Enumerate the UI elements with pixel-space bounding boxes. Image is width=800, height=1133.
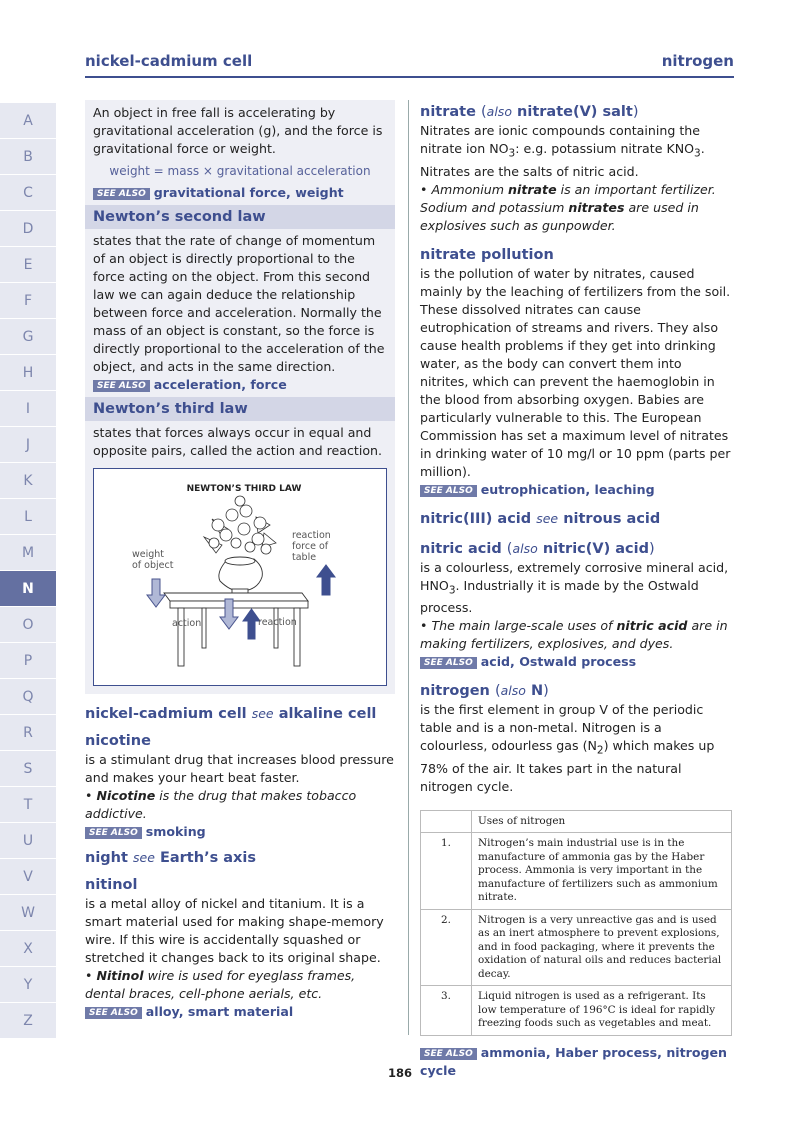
- entry-definition: is the first element in group V of the periodic table and is a non-metal. Nitrogen is a colourless, odourless gas $(N_2)$ which makes up 78% of the air. It takes part in the natural nitrogen cycle.: [420, 702, 715, 794]
- table-header-cell: Uses of nitrogen: [472, 810, 732, 833]
- entry-night: [85, 848, 395, 868]
- reaction-label-3: table: [292, 552, 317, 563]
- entry-nitrate: [420, 102, 732, 235]
- header-first-entry: nickel-cadmium cell: [85, 52, 253, 70]
- example-keyword: Nicotine: [96, 788, 156, 803]
- column-divider: [408, 100, 409, 1035]
- alternate-headword: nitric(V) acid: [542, 540, 650, 557]
- letter-tab-s[interactable]: S: [0, 751, 56, 787]
- entry-nitric-iii-acid: [420, 509, 732, 529]
- left-column: [85, 100, 395, 1021]
- reaction-arrow-icon: [317, 565, 335, 595]
- header-last-entry: nitrogen: [661, 52, 734, 70]
- letter-tab-e[interactable]: E: [0, 247, 56, 283]
- see-also-line: [93, 376, 387, 394]
- letter-tab-y[interactable]: Y: [0, 967, 56, 1003]
- letter-tab-h[interactable]: H: [0, 355, 56, 391]
- row-text: Nitrogen is a very unreactive gas and is used as an inert atmosphere to prevent explosions, and in food packaging, where it prevents the oxidation of natural oils and reduces bacterial decay.: [472, 909, 732, 986]
- entry-headword: [420, 509, 732, 529]
- running-header: [85, 52, 734, 78]
- letter-tab-b[interactable]: B: [0, 139, 56, 175]
- see-also-badge: SEE ALSO: [420, 485, 477, 497]
- see-also-line: [93, 184, 387, 202]
- also-word: also: [500, 683, 526, 699]
- headword: nickel-cadmium cell: [85, 706, 247, 722]
- letter-tab-n[interactable]: N: [0, 571, 56, 607]
- see-word: see: [251, 706, 274, 721]
- entry-nicotine: [85, 731, 395, 841]
- table-row: [421, 909, 732, 986]
- weight-arrow-icon: [147, 579, 165, 607]
- see-also-badge: SEE ALSO: [420, 1048, 477, 1060]
- table-row: [421, 833, 732, 910]
- third-law-illustration: [94, 469, 388, 685]
- example-text: wire is used for eyeglass frames, dental braces, cell-phone aerials, etc.: [85, 968, 356, 1001]
- entry-definition: is a colourless, extremely corrosive mineral acid, $HNO_3$. Industrially it is made by the Ostwald process.: [420, 559, 729, 616]
- third-law-definition: states that forces always occur in equal and opposite pairs, called the action and reaction.: [93, 425, 383, 458]
- second-law-definition: states that the rate of change of momentum of an object is directly proportional to the force acting on the object. From this second law we can again deduce the relationship between force and acceleration. Normally the mass of an object is constant, so the force is directly proportional to the acceleration of the object, and acts in the same direction.: [93, 233, 385, 374]
- see-also-links[interactable]: eutrophication, leaching: [480, 481, 655, 497]
- see-also-badge: SEE ALSO: [85, 1007, 142, 1019]
- letter-tab-v[interactable]: V: [0, 859, 56, 895]
- see-also-badge: SEE ALSO: [420, 657, 477, 669]
- table-body: [421, 833, 732, 1036]
- headword: nitric acid: [420, 540, 502, 557]
- table-header-cell: [421, 810, 472, 833]
- see-also-links[interactable]: ammonia, Haber process, nitrogen cycle: [420, 1044, 728, 1078]
- figure-title: NEWTON’S THIRD LAW: [186, 484, 302, 494]
- table-reaction-label: reaction: [258, 617, 297, 628]
- see-also-links[interactable]: acid, Ostwald process: [480, 654, 637, 670]
- letter-tab-z[interactable]: Z: [0, 1003, 56, 1039]
- alternate-headword: nitrate(V) salt: [517, 104, 633, 120]
- entry-definition: is the pollution of water by nitrates, caused mainly by the leaching of fertilizers from the soil. These dissolved nitrates can cause eutrophication of streams and rivers. They also cause health problems if they get into drinking water, as the body can convert them into nitrites, which can prevent the haemoglobin in the blood from absorbing oxygen. Babies are particularly vulnerable to this. The European Commission has set a maximum level of nitrates in drinking water of 10 mg/l or 10 ppm (parts per million).: [420, 265, 731, 479]
- see-also-links[interactable]: gravitational force, weight: [153, 185, 344, 200]
- entry-headword: nitrogen (also N): [420, 683, 549, 700]
- entry-headword: nitrate pollution: [420, 246, 554, 263]
- table-icon: [164, 593, 308, 666]
- vase-icon: [219, 557, 262, 593]
- weight-label-1: weight: [132, 549, 165, 560]
- headword: night: [85, 850, 128, 866]
- see-also-links[interactable]: alloy, smart material: [145, 1004, 294, 1019]
- letter-tab-f[interactable]: F: [0, 283, 56, 319]
- letter-tab-i[interactable]: I: [0, 391, 56, 427]
- headword: nitrate: [420, 104, 476, 120]
- letter-tab-r[interactable]: R: [0, 715, 56, 751]
- see-also-links[interactable]: smoking: [145, 824, 206, 839]
- free-fall-text: An object in free fall is accelerating by gravitational acceleration (g), and the force is gravitational force or weight.: [93, 105, 383, 156]
- see-also-links[interactable]: acceleration, force: [153, 377, 287, 392]
- row-text: Nitrogen’s main industrial use is in the manufacture of ammonia gas by the Haber process. Ammonia is very important in the manufacture of fertilizers such as ammonium nitrate.: [472, 833, 732, 910]
- also-word: also: [486, 104, 512, 119]
- see-also-line: [85, 823, 395, 841]
- row-text: Liquid nitrogen is used as a refrigerant. Its low temperature of 196°C is ideal for rapidly freezing foods such as vegetables and meat.: [472, 986, 732, 1036]
- row-number: 1.: [421, 833, 472, 910]
- reaction-label-2: force of: [292, 541, 329, 552]
- table-header-row: [421, 810, 732, 833]
- headword: nitric(III) acid: [420, 510, 532, 527]
- alternate-headword: N: [530, 683, 544, 700]
- example-text: is the drug that makes tobacco addictive.: [85, 788, 357, 821]
- letter-tab-o[interactable]: O: [0, 607, 56, 643]
- table-row: [421, 986, 732, 1036]
- action-label: action: [172, 618, 202, 629]
- see-also-badge: SEE ALSO: [93, 380, 150, 392]
- entry-nitinol: [85, 875, 395, 1021]
- cross-reference-link[interactable]: nitrous acid: [563, 510, 661, 527]
- newton-laws-panel: [85, 100, 395, 694]
- entry-nitric-acid: [420, 539, 732, 672]
- right-column: [420, 100, 732, 1080]
- entry-headword: [85, 848, 395, 868]
- entry-headword: nitrate (also nitrate(V) salt): [420, 104, 639, 120]
- entry-example: • Nicotine is the drug that makes tobacco addictive.: [85, 788, 357, 821]
- entry-example: • Ammonium nitrate is an important fertilizer. Sodium and potassium nitrates are used in explosives such as gunpowder.: [420, 181, 716, 233]
- entry-definition: is a stimulant drug that increases blood pressure and makes your heart beat faster.: [85, 752, 394, 785]
- weight-equation: weight = mass × gravitational acceleration: [109, 164, 371, 178]
- see-also-badge: SEE ALSO: [93, 188, 150, 200]
- letter-tab-x[interactable]: X: [0, 931, 56, 967]
- page-number: 186: [387, 1066, 412, 1080]
- entry-headword: nitric acid (also nitric(V) acid): [420, 540, 655, 557]
- letter-tab-j[interactable]: J: [0, 427, 56, 463]
- letter-tab-q[interactable]: Q: [0, 679, 56, 715]
- row-number: 3.: [421, 986, 472, 1036]
- third-law-heading: Newton’s third law: [85, 397, 395, 421]
- letter-tab-d[interactable]: D: [0, 211, 56, 247]
- entry-example: • The main large-scale uses of nitric acid are in making fertilizers, explosives, and dyes.: [420, 618, 728, 652]
- entry-nitrate-pollution: [420, 245, 732, 499]
- example-keyword: Nitinol: [96, 968, 144, 983]
- entry-nitrogen: [420, 681, 732, 1080]
- entry-headword: nitinol: [85, 877, 138, 893]
- letter-tab-a[interactable]: A: [0, 103, 56, 139]
- entry-headword: [85, 704, 395, 724]
- letter-tab-w[interactable]: W: [0, 895, 56, 931]
- entry-headword: nicotine: [85, 733, 151, 749]
- see-word: see: [536, 510, 559, 526]
- letter-tab-t[interactable]: T: [0, 787, 56, 823]
- letter-tab-g[interactable]: G: [0, 319, 56, 355]
- entry-nickel-cadmium-cell: [85, 704, 395, 724]
- reaction-label-1: reaction: [292, 530, 331, 541]
- letter-tab-p[interactable]: P: [0, 643, 56, 679]
- see-also-line: [85, 1003, 395, 1021]
- letter-tab-l[interactable]: L: [0, 499, 56, 535]
- row-number: 2.: [421, 909, 472, 986]
- entry-definition: Nitrates are ionic compounds containing the nitrate ion $NO_3$: e.g. potassium nitrate $KNO_3$. Nitrates are the salts of nitric acid.: [420, 123, 705, 179]
- uses-of-nitrogen-table: [420, 810, 732, 1036]
- letter-tab-u[interactable]: U: [0, 823, 56, 859]
- see-word: see: [133, 850, 155, 865]
- also-word: also: [512, 540, 538, 556]
- entry-example: • Nitinol wire is used for eyeglass frames, dental braces, cell-phone aerials, etc.: [85, 968, 356, 1001]
- see-also-line: [420, 481, 732, 499]
- alphabet-thumb-index: [0, 103, 56, 1039]
- cross-reference-link[interactable]: alkaline cell: [278, 706, 377, 722]
- flowers-icon: [204, 496, 276, 554]
- newtons-third-law-figure: [93, 468, 387, 686]
- see-also-badge: SEE ALSO: [85, 827, 142, 839]
- letter-tab-m[interactable]: M: [0, 535, 56, 571]
- entry-definition: is a metal alloy of nickel and titanium. It is a smart material used for making shape-memory wire. If this wire is accidentally squashed or stretched it changes back to its original shape.: [85, 896, 384, 965]
- second-law-heading: Newton’s second law: [85, 205, 395, 229]
- letter-tab-c[interactable]: C: [0, 175, 56, 211]
- cross-reference-link[interactable]: Earth’s axis: [159, 850, 256, 866]
- see-also-line: [420, 653, 732, 671]
- weight-label-2: of object: [132, 560, 174, 571]
- letter-tab-k[interactable]: K: [0, 463, 56, 499]
- headword: nitrogen: [420, 683, 490, 700]
